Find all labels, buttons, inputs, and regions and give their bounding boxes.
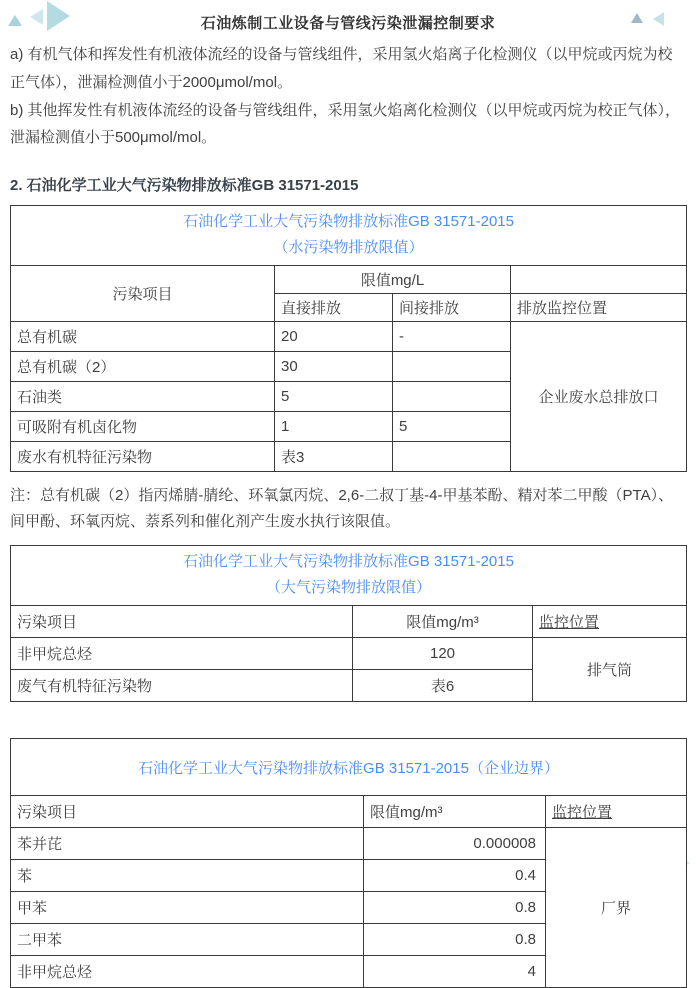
cell-item: 二甲苯 bbox=[11, 923, 364, 955]
cell-item: 苯 bbox=[11, 859, 364, 891]
table-row bbox=[11, 827, 687, 859]
table-title-row bbox=[11, 738, 687, 795]
table-title-cell bbox=[11, 206, 687, 266]
water-pollutant-table bbox=[10, 205, 687, 472]
table-header-row bbox=[11, 605, 687, 637]
table-title-cell bbox=[11, 738, 687, 795]
cell-direct: 1 bbox=[275, 411, 393, 441]
cell-monitor-merged: 厂界 bbox=[546, 827, 687, 987]
enterprise-boundary-table bbox=[10, 738, 687, 988]
cell-direct: 30 bbox=[275, 351, 393, 381]
table-title-row bbox=[11, 206, 687, 266]
cell-direct: 5 bbox=[275, 381, 393, 411]
cell-indirect bbox=[393, 351, 511, 381]
column-header-direct: 直接排放 bbox=[275, 293, 393, 321]
cell-limit: 0.4 bbox=[364, 859, 546, 891]
cell-monitor-merged: 企业废水总排放口 bbox=[511, 321, 687, 471]
table-row bbox=[11, 321, 687, 351]
cell-limit: 0.8 bbox=[364, 923, 546, 955]
cell-indirect bbox=[393, 381, 511, 411]
paragraph-b: b) 其他挥发性有机液体流经的设备与管线组件，采用氢火焰离化检测仪（以甲烷或丙烷为校正气体），泄漏检测值小于500μmol/mol。 bbox=[10, 101, 681, 147]
cell-indirect: 5 bbox=[393, 411, 511, 441]
table-header-row bbox=[11, 265, 687, 293]
cell-item: 废气有机特征污染物 bbox=[11, 669, 353, 701]
cell-indirect bbox=[393, 441, 511, 471]
table-header-row bbox=[11, 795, 687, 827]
cell-indirect: - bbox=[393, 321, 511, 351]
column-header-monitor bbox=[546, 795, 687, 827]
column-header-monitor-label: 监控位置 bbox=[552, 803, 613, 821]
cell-item: 总有机碳（2） bbox=[11, 351, 275, 381]
cell-item: 苯并芘 bbox=[11, 827, 364, 859]
cell-limit: 0.8 bbox=[364, 891, 546, 923]
cell-item: 总有机碳 bbox=[11, 321, 275, 351]
section-2-heading: 2. 石油化学工业大气污染物排放标准GB 31571-2015 bbox=[10, 177, 359, 194]
table-title-line1: 石油化学工业大气污染物排放标准GB 31571-2015 bbox=[183, 553, 514, 570]
note-paragraph: 注：总有机碳（2）指丙烯腈-腈纶、环氧氯丙烷、2,6-二叔丁基-4-甲基苯酚、精对苯二甲酸（PTA）、间甲酚、环氧丙烷、萘系列和催化剂产生废水执行该限值。 bbox=[10, 486, 674, 530]
air-pollutant-table bbox=[10, 545, 687, 702]
cell-item: 非甲烷总烃 bbox=[11, 955, 364, 987]
column-header-limit: 限值mg/m³ bbox=[353, 605, 533, 637]
cell-item: 可吸附有机卤化物 bbox=[11, 411, 275, 441]
paragraph-a: a) 有机气体和挥发性有机液体流经的设备与管线组件，采用氢火焰离子化检测仪（以甲烷或丙烷为校正气体），泄漏检测值小于2000μmol/mol。 bbox=[10, 46, 673, 91]
cell-direct: 20 bbox=[275, 321, 393, 351]
cell-item: 甲苯 bbox=[11, 891, 364, 923]
column-header-item: 污染项目 bbox=[11, 265, 275, 321]
cell-direct: 表3 bbox=[275, 441, 393, 471]
table-title-line2: （水污染物排放限值） bbox=[273, 239, 424, 257]
column-header-item: 污染项目 bbox=[11, 605, 353, 637]
cell-item: 废水有机特征污染物 bbox=[11, 441, 275, 471]
column-header-monitor bbox=[533, 605, 687, 637]
table-title-line1: 石油化学工业大气污染物排放标准GB 31571-2015（企业边界） bbox=[138, 759, 559, 777]
cell-item: 非甲烷总烃 bbox=[11, 637, 353, 669]
column-header-limit: 限值mg/m³ bbox=[364, 795, 546, 827]
table-title-line1: 石油化学工业大气污染物排放标准GB 31571-2015 bbox=[183, 213, 514, 230]
column-header-monitor: 排放监控位置 bbox=[511, 293, 687, 321]
column-header-indirect: 间接排放 bbox=[393, 293, 511, 321]
spacer bbox=[10, 702, 686, 738]
cell-item: 石油类 bbox=[11, 381, 275, 411]
table-title-line2: （大气污染物排放限值） bbox=[266, 579, 432, 597]
column-header-item: 污染项目 bbox=[11, 795, 364, 827]
page-title: 石油炼制工业设备与管线污染泄漏控制要求 bbox=[200, 15, 496, 32]
cell-limit: 4 bbox=[364, 955, 546, 987]
cell-monitor-merged: 排气筒 bbox=[533, 637, 687, 701]
table-title-cell bbox=[11, 546, 687, 606]
column-header-limit-group: 限值mg/L bbox=[275, 265, 511, 293]
cell-limit: 表6 bbox=[353, 669, 533, 701]
column-header-monitor-label: 监控位置 bbox=[539, 613, 600, 631]
cell-limit: 120 bbox=[353, 637, 533, 669]
table-row bbox=[11, 637, 687, 669]
table-title-row bbox=[11, 546, 687, 606]
cell-empty bbox=[511, 265, 687, 293]
cell-limit: 0.000008 bbox=[364, 827, 546, 859]
